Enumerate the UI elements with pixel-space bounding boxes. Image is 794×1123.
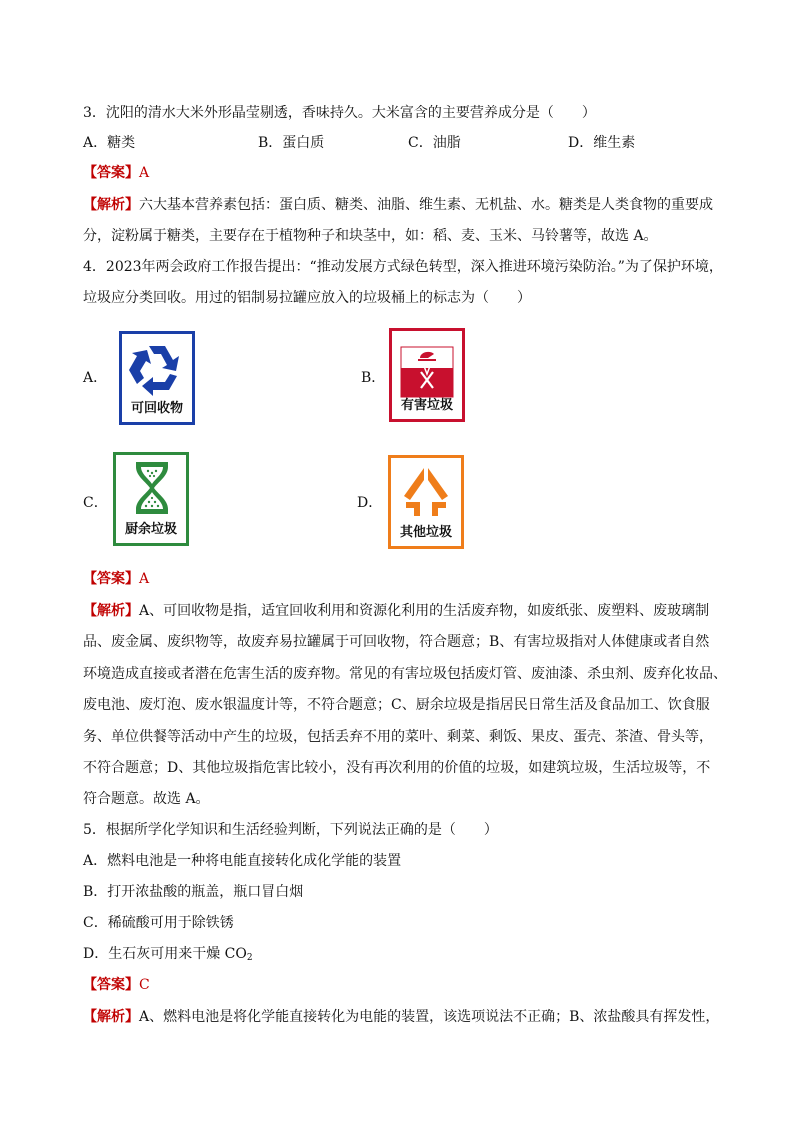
kitchen-waste-bin-sign xyxy=(113,452,189,546)
other-waste-icon xyxy=(398,464,454,520)
q5-answer xyxy=(83,975,150,995)
hazardous-battery-icon xyxy=(400,346,454,398)
recyclable-bin-sign xyxy=(119,331,195,425)
q4-answer xyxy=(83,569,149,589)
q4-analysis-line-5: 务、单位供餐等活动中产生的垃圾，包括丢弃不用的菜叶、剩菜、剩饭、果皮、蛋壳、茶渣、骨头等， xyxy=(83,729,713,745)
answer-value: A xyxy=(139,571,150,587)
q5-stem: 5．根据所学化学知识和生活经验判断，下列说法正确的是（ ） xyxy=(83,822,498,838)
answer-tag: 【答案】 xyxy=(83,571,139,587)
recycle-icon xyxy=(127,340,187,398)
q3-option-a: A．糖类 xyxy=(83,135,136,151)
q3-analysis-line-1 xyxy=(83,195,713,215)
hazardous-bin-sign xyxy=(389,328,465,422)
q5-option-d-text: D．生石灰可用来干燥 CO xyxy=(83,946,247,962)
q4-analysis-line-7: 符合题意。故选 A。 xyxy=(83,791,210,807)
q4-analysis-line-1 xyxy=(83,601,709,621)
q4-option-b-letter: B． xyxy=(361,370,386,386)
q4-analysis-line-6: 不符合题意；D、其他垃圾指危害比较小，没有再次利用的价值的垃圾，如建筑垃圾，生活垃圾等，不 xyxy=(83,760,711,776)
q5-option-a: A．燃料电池是一种将电能直接转化成化学能的装置 xyxy=(83,853,402,869)
q4-option-c-letter: C． xyxy=(83,495,108,511)
analysis-tag: 【解析】 xyxy=(83,197,139,213)
analysis-tag: 【解析】 xyxy=(83,1009,139,1025)
analysis-tag: 【解析】 xyxy=(83,603,139,619)
recyclable-caption: 可回收物 xyxy=(130,401,183,416)
q4-option-d-letter: D． xyxy=(357,495,383,511)
hazardous-caption: 有害垃圾 xyxy=(400,398,453,413)
answer-value: A xyxy=(139,165,150,181)
kitchen-waste-caption: 厨余垃圾 xyxy=(124,522,177,537)
other-waste-caption: 其他垃圾 xyxy=(399,525,452,540)
analysis-text: 六大基本营养素包括：蛋白质、糖类、油脂、维生素、无机盐、水。糖类是人类食物的重要成 xyxy=(139,197,713,213)
q5-analysis-line-1 xyxy=(83,1007,719,1027)
q4-analysis-line-4: 废电池、废灯泡、废水银温度计等，不符合题意；C、厨余垃圾是指居民日常生活及食品加工、饮食服 xyxy=(83,697,710,713)
q3-option-d: D．维生素 xyxy=(568,135,636,151)
q3-stem: 3．沈阳的清水大米外形晶莹剔透，香味持久。大米富含的主要营养成分是（ ） xyxy=(83,105,596,121)
q3-option-b: B．蛋白质 xyxy=(258,135,325,151)
q5-option-c: C．稀硫酸可用于除铁锈 xyxy=(83,915,234,931)
answer-tag: 【答案】 xyxy=(83,165,139,181)
q4-stem-line-2: 垃圾应分类回收。用过的铝制易拉罐应放入的垃圾桶上的标志为（ ） xyxy=(83,290,531,306)
q5-option-b: B．打开浓盐酸的瓶盖，瓶口冒白烟 xyxy=(83,884,304,900)
q5-option-d xyxy=(83,944,253,968)
q3-option-c: C．油脂 xyxy=(408,135,461,151)
analysis-text: A、燃料电池是将化学能直接转化为电能的装置，该选项说法不正确；B、浓盐酸具有挥发性， xyxy=(139,1009,720,1025)
q3-answer xyxy=(83,163,149,183)
answer-tag: 【答案】 xyxy=(83,977,139,993)
q4-stem-line-1: 4．2023年两会政府工作报告提出：“推动发展方式绿色转型，深入推进环境污染防治。”为了保护环境， xyxy=(83,259,723,275)
q4-option-a-letter: A． xyxy=(83,370,108,386)
other-waste-bin-sign xyxy=(388,455,464,549)
q4-analysis-line-3: 环境造成直接或者潜在危害生活的废弃物。常见的有害垃圾包括废灯管、废油漆、杀虫剂、废弃化妆品、 xyxy=(83,666,727,682)
q4-analysis-line-2: 品、废金属、废织物等，故废弃易拉罐属于可回收物，符合题意；B、有害垃圾指对人体健康或者自然 xyxy=(83,634,710,650)
q3-analysis-line-2: 分，淀粉属于糖类，主要存在于植物种子和块茎中，如：稻、麦、玉米、马铃薯等，故选 A。 xyxy=(83,228,658,244)
co2-subscript: 2 xyxy=(246,953,253,963)
answer-value: C xyxy=(139,977,150,993)
kitchen-waste-icon xyxy=(132,460,172,516)
analysis-text: A、可回收物是指，适宜回收利用和资源化利用的生活废弃物，如废纸张、废塑料、废玻璃制 xyxy=(139,603,710,619)
